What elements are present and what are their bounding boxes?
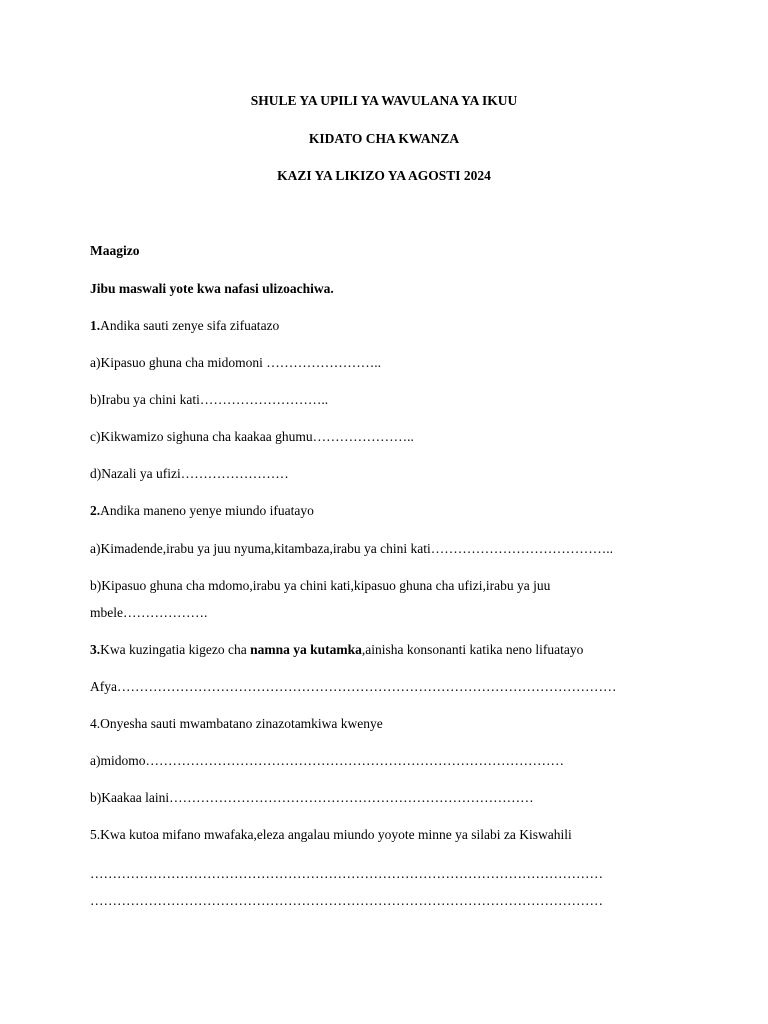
question-2b-line2: mbele……………….: [90, 605, 208, 620]
question-1d: d)Nazali ya ufizi……………………: [90, 466, 289, 481]
question-1c: c)Kikwamizo sighuna cha kaakaa ghumu…………………..: [90, 429, 414, 444]
question-2a: a)Kimadende,irabu ya juu nyuma,kitambaza,irabu ya chini kati…………………………………..: [90, 541, 613, 556]
question-3-answer-line: Afya…………………………………………………………………………………………………: [90, 679, 617, 694]
question-3-prompt-bold: namna ya kutamka: [250, 642, 362, 657]
question-3-prompt-post: ,ainisha konsonanti katika neno lifuatayo: [361, 642, 584, 657]
question-5-answer-line-1: ……………………………………………………………………………………………………: [90, 866, 603, 881]
question-2: [90, 502, 314, 520]
school-title: SHULE YA UPILI YA WAVULANA YA IKUU: [250, 93, 518, 108]
question-5-answer-line-2: ……………………………………………………………………………………………………: [90, 893, 603, 908]
question-1-number: 1.: [90, 318, 101, 333]
question-1: [90, 317, 279, 335]
question-1a: a)Kipasuo ghuna cha midomoni ……………………..: [90, 355, 381, 370]
question-3: [90, 641, 583, 659]
instructions-text: Jibu maswali yote kwa nafasi ulizoachiwa.: [90, 281, 334, 296]
question-1-prompt: Andika sauti zenye sifa zifuatazo: [100, 318, 280, 333]
question-5: 5.Kwa kutoa mifano mwafaka,eleza angalau miundo yoyote minne ya silabi za Kiswahili: [90, 827, 572, 842]
question-4a: a)midomo…………………………………………………………………………………: [90, 753, 564, 768]
question-2-number: 2.: [90, 503, 101, 518]
assignment-title: KAZI YA LIKIZO YA AGOSTI 2024: [277, 168, 491, 183]
instructions-title: Maagizo: [90, 243, 140, 258]
question-1b: b)Irabu ya chini kati………………………..: [90, 392, 329, 407]
question-2b-line1: b)Kipasuo ghuna cha mdomo,irabu ya chini kati,kipasuo ghuna cha ufizi,irabu ya juu: [90, 578, 551, 593]
question-2-prompt: Andika maneno yenye miundo ifuatayo: [100, 503, 314, 518]
question-3-prompt-pre: Kwa kuzingatia kigezo cha: [100, 642, 251, 657]
question-4b: b)Kaakaa laini………………………………………………………………………: [90, 790, 534, 805]
question-3-number: 3.: [90, 642, 101, 657]
form-title: KIDATO CHA KWANZA: [308, 131, 460, 146]
question-4: 4.Onyesha sauti mwambatano zinazotamkiwa kwenye: [90, 716, 383, 731]
